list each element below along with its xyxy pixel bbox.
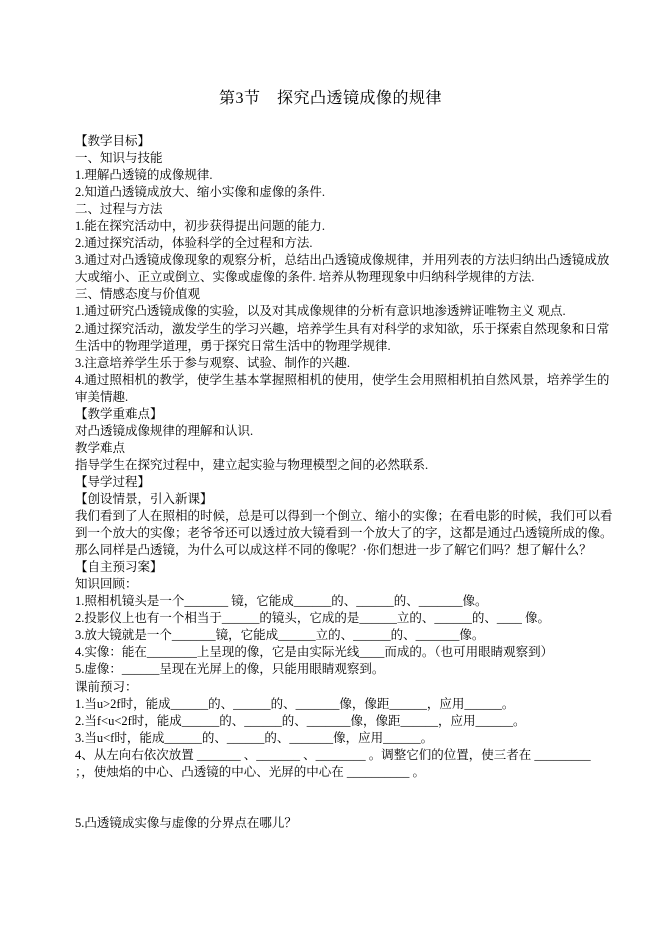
- fill-blank-line: 3.放大镜就是一个_______镜，它能成______立的、______的、_______像。: [75, 628, 485, 643]
- doc-line: 一、知识与技能: [75, 151, 163, 166]
- doc-line: 2.知道凸透镜成放大、缩小实像和虚像的条件.: [75, 185, 326, 200]
- section-heading: 【创设情景，引入新课】: [75, 491, 213, 506]
- doc-line: 指导学生在探究过程中，建立起实验与物理模型之间的必然联系.: [75, 457, 429, 472]
- doc-line: 审美情趣.: [75, 389, 129, 404]
- fill-blank-line: 4、从左向右依次放置 _______ 、_______ 、________ 。调整它们的位置，使三者在 _________: [75, 747, 591, 762]
- document-body: [75, 133, 613, 832]
- fill-blank-line: ；，使烛焰的中心、凸透镜的中心、光屏的中心在 __________ 。: [75, 764, 426, 779]
- doc-line: 1.通过研究凸透镜成像的实验，以及对其成像规律的分析有意识地渗透辨证唯物主义 观点.: [75, 304, 566, 319]
- blank-line: [75, 781, 600, 798]
- section-heading: 【自主预习案】: [75, 560, 163, 575]
- section-heading: 【教学目标】: [75, 134, 151, 148]
- blank-line: [75, 798, 600, 815]
- fill-blank-line: 1.照相机镜头是一个_______ 镜，它能成______的、______的、_______像。: [75, 594, 488, 609]
- doc-line: 二、过程与方法: [75, 202, 163, 217]
- doc-line: 1.理解凸透镜的成像规律.: [75, 168, 213, 183]
- fill-blank-line: 4.实像：能在________上呈现的像，它是由实际光线____而成的。（也可用眼睛观察到）: [75, 645, 554, 660]
- doc-line: 2.通过探究活动，体验科学的全过程和方法.: [75, 236, 313, 251]
- doc-line: 知识回顾：: [75, 577, 138, 592]
- doc-line: 5.凸透镜成实像与虚像的分界点在哪儿？: [75, 815, 297, 830]
- doc-line: 2.通过探究活动，激发学生的学习兴趣，培养学生具有对科学的求知欲，乐于探索自然现象和日常: [75, 321, 610, 336]
- page-title: 第3节 探究凸透镜成像的规律: [218, 90, 442, 107]
- doc-line: 大或缩小、正立或倒立、实像或虚像的条件. 培养从物理现象中归纳科学规律的方法.: [75, 270, 535, 285]
- doc-line: 那么同样是凸透镜，为什么可以成这样不同的像呢？·你们想进一步了解它们吗？想了解什么？: [75, 543, 592, 558]
- fill-blank-line: 1.当u>2f时，能成______的、______的、_______像，像距______，应用______。: [75, 696, 515, 711]
- doc-line: 1.能在探究活动中，初步获得提出问题的能力.: [75, 219, 326, 234]
- doc-line: 对凸透镜成像规律的理解和认识.: [75, 423, 254, 438]
- fill-blank-line: 2.投影仪上也有一个相当于______的镜头，它成的是______立的、______的、____ 像。: [75, 611, 551, 626]
- doc-line: 我们看到了人在照相的时候，总是可以得到一个倒立、缩小的实像；在看电影的时候，我们可以看: [75, 509, 613, 524]
- doc-line: 4.通过照相机的教学，使学生基本掌握照相机的使用，使学生会用照相机拍自然风景，培养学生的: [75, 372, 610, 387]
- section-heading: 【教学重难点】: [75, 406, 163, 421]
- section-heading: 【导学过程】: [75, 474, 151, 489]
- fill-blank-line: 5.虚像：______呈现在光屏上的像，只能用眼睛观察到。: [75, 662, 385, 677]
- doc-line: 3.通过对凸透镜成像现象的观察分析，总结出凸透镜成像规律，并用列表的方法归纳出凸透镜成放: [75, 253, 610, 268]
- doc-line: 生活中的物理学道理，勇于探究日常生活中的物理学规律.: [75, 338, 391, 353]
- fill-blank-line: 3.当u<f时，能成______的、______的、_______像，应用______。: [75, 730, 434, 745]
- doc-line: 三、情感态度与价值观: [75, 287, 201, 302]
- doc-line: 到一个放大的实像；老爷爷还可以透过放大镜看到一个放大了的字，这都是通过凸透镜所成的像。: [75, 526, 613, 541]
- doc-line: 3.注意培养学生乐于参与观察、试验、制作的兴趣.: [75, 355, 351, 370]
- doc-line: 课前预习：: [75, 679, 138, 694]
- fill-blank-line: 2.当f<u<2f时，能成______的、______的、_______像，像距______，应用______。: [75, 713, 526, 728]
- doc-line: 教学难点: [75, 440, 126, 455]
